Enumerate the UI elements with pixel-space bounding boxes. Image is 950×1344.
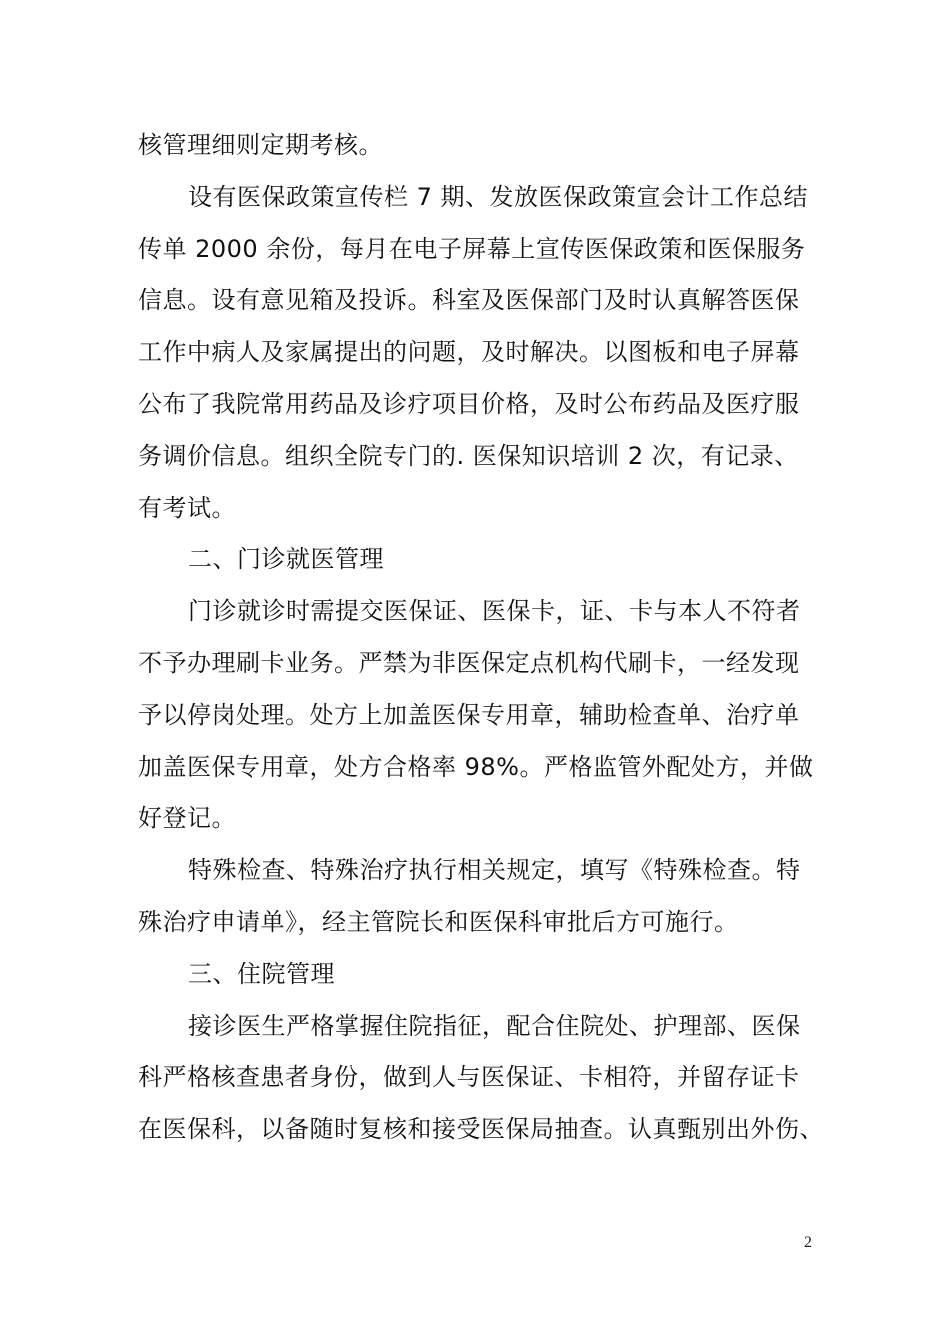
text-line: 科严格核查患者身份，做到人与医保证、卡相符，并留存证卡 (138, 1063, 800, 1092)
text-line: 好登记。 (138, 804, 236, 833)
page-number: 2 (804, 1234, 812, 1251)
text-line: 二、门诊就医管理 (188, 545, 384, 574)
text-line: 核管理细则定期考核。 (138, 131, 383, 159)
text-line: 务调价信息。组织全院专门的. 医保知识培训 2 次，有记录、 (138, 441, 799, 470)
text-line: 工作中病人及家属提出的问题，及时解决。以图板和电子屏幕 (138, 338, 800, 367)
text-line: 不予办理刷卡业务。严禁为非医保定点机构代刷卡，一经发现 (138, 648, 800, 677)
text-line: 门诊就诊时需提交医保证、医保卡，证、卡与本人不符者 (188, 597, 801, 626)
text-line: 信息。设有意见箱及投诉。科室及医保部门及时认真解答医保 (138, 286, 800, 315)
body-text (138, 120, 828, 1156)
text-line: 接诊医生严格掌握住院指征，配合住院处、护理部、医保 (188, 1011, 801, 1040)
text-line: 予以停岗处理。处方上加盖医保专用章，辅助检查单、治疗单 (138, 700, 800, 729)
text-line: 设有医保政策宣传栏 7 期、发放医保政策宣会计工作总结 (188, 182, 809, 211)
text-line: 有考试。 (138, 493, 236, 522)
text-line: 加盖医保专用章，处方合格率 98%。严格监管外配处方，并做 (138, 752, 814, 781)
text-line: 传单 2000 余份，每月在电子屏幕上宣传医保政策和医保服务 (138, 234, 806, 263)
text-line: 特殊检查、特殊治疗执行相关规定，填写《特殊检查。特 (188, 856, 801, 885)
text-line: 殊治疗申请单》，经主管院长和医保科审批后方可施行。 (138, 907, 739, 936)
text-line: 公布了我院常用药品及诊疗项目价格，及时公布药品及医疗服 (138, 389, 800, 418)
text-line: 三、住院管理 (188, 959, 335, 988)
text-line: 在医保科，以备随时复核和接受医保局抽查。认真甄别出外伤、 (138, 1115, 824, 1144)
